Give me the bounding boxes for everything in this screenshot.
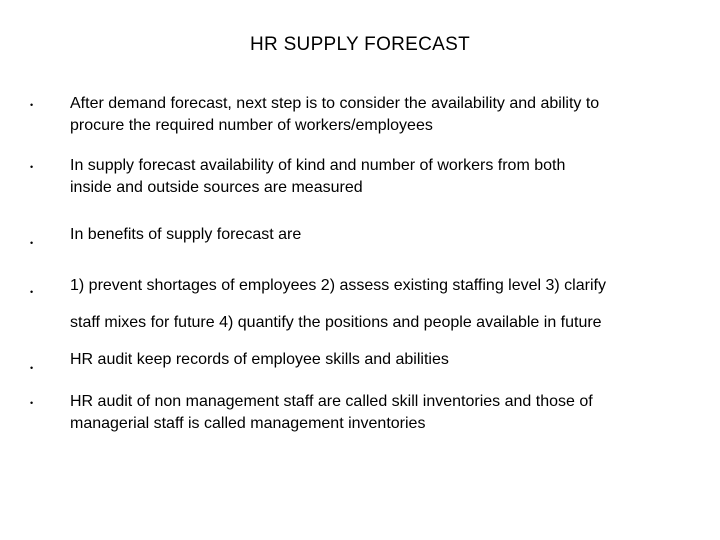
bullet-line: HR audit keep records of employee skills and abilities (70, 351, 449, 368)
bullet-line: After demand forecast, next step is to consider the availability and ability to (70, 95, 600, 112)
bullet-line: staff mixes for future 4) quantify the positions and people available in future (70, 314, 602, 331)
bullet-text-benefits (70, 224, 710, 246)
bullet-line: HR audit of non management staff are called skill inventories and those of (70, 393, 593, 410)
bullet-text-supply-forecast (70, 155, 710, 199)
bullet-text-benefits-list (70, 275, 710, 297)
bullet-line: inside and outside sources are measured (70, 179, 363, 196)
bullet-line: In benefits of supply forecast are (70, 226, 302, 243)
bullet-text-hr-audit-records (70, 349, 710, 371)
bullet-line: In supply forecast availability of kind and number of workers from both (70, 157, 566, 174)
bullet-dot: • (30, 238, 34, 248)
bullet-line: managerial staff is called management inventories (70, 415, 426, 432)
bullet-dot: • (30, 162, 34, 172)
slide-title: HR SUPPLY FORECAST (249, 34, 471, 55)
bullet-text-benefits-list-continued (70, 312, 710, 334)
bullet-dot: • (30, 287, 34, 297)
bullet-text-demand-forecast (70, 93, 710, 137)
bullet-dot: • (30, 100, 34, 110)
bullet-dot: • (30, 363, 34, 373)
bullet-line: procure the required number of workers/employees (70, 117, 433, 134)
bullet-text-hr-audit-inventories (70, 391, 710, 435)
bullet-dot: • (30, 398, 34, 408)
bullet-line: 1) prevent shortages of employees 2) assess existing staffing level 3) clarify (70, 277, 606, 294)
